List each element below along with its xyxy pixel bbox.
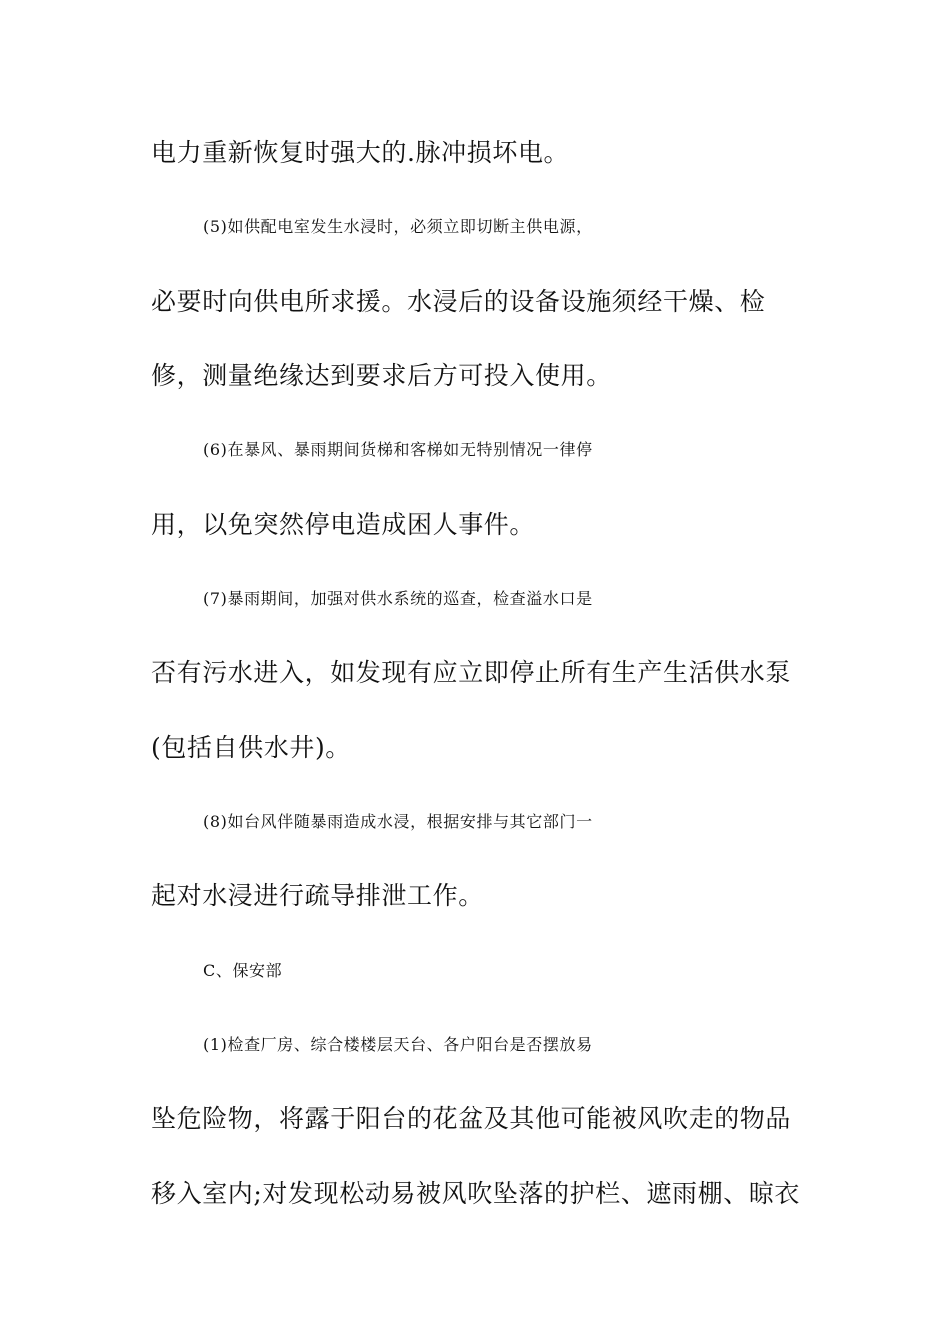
text-line-13: (1)检查厂房、综合楼楼层天台、各户阳台是否摆放易 [203,1035,593,1054]
section-heading: C、保安部 [203,961,283,980]
text-line-7: (7)暴雨期间，加强对供水系统的巡查，检查溢水口是 [203,589,593,608]
text-line-15: 移入室内;对发现松动易被风吹坠落的护栏、遮雨棚、晾衣 [151,1179,801,1208]
text-line-4: 修，测量绝缘达到要求后方可投入使用。 [151,361,612,390]
text-line-5: (6)在暴风、暴雨期间货梯和客梯如无特别情况一律停 [203,440,593,459]
text-line-14: 坠危险物，将露于阳台的花盆及其他可能被风吹走的物品 [151,1104,792,1133]
text-line-9: (包括自供水井)。 [151,733,351,762]
text-line-2: (5)如供配电室发生水浸时，必须立即切断主供电源， [203,217,593,236]
text-line-10: (8)如台风伴随暴雨造成水浸，根据安排与其它部门一 [203,812,593,831]
text-line-6: 用，以免突然停电造成困人事件。 [151,510,536,539]
text-line-8: 否有污水进入，如发现有应立即停止所有生产生活供水泵 [151,658,792,687]
text-line-3: 必要时向供电所求援。水浸后的设备设施须经干燥、检 [151,287,766,316]
text-line-11: 起对水浸进行疏导排泄工作。 [151,881,484,910]
text-line-1: 电力重新恢复时强大的.脉冲损坏电。 [151,138,570,167]
